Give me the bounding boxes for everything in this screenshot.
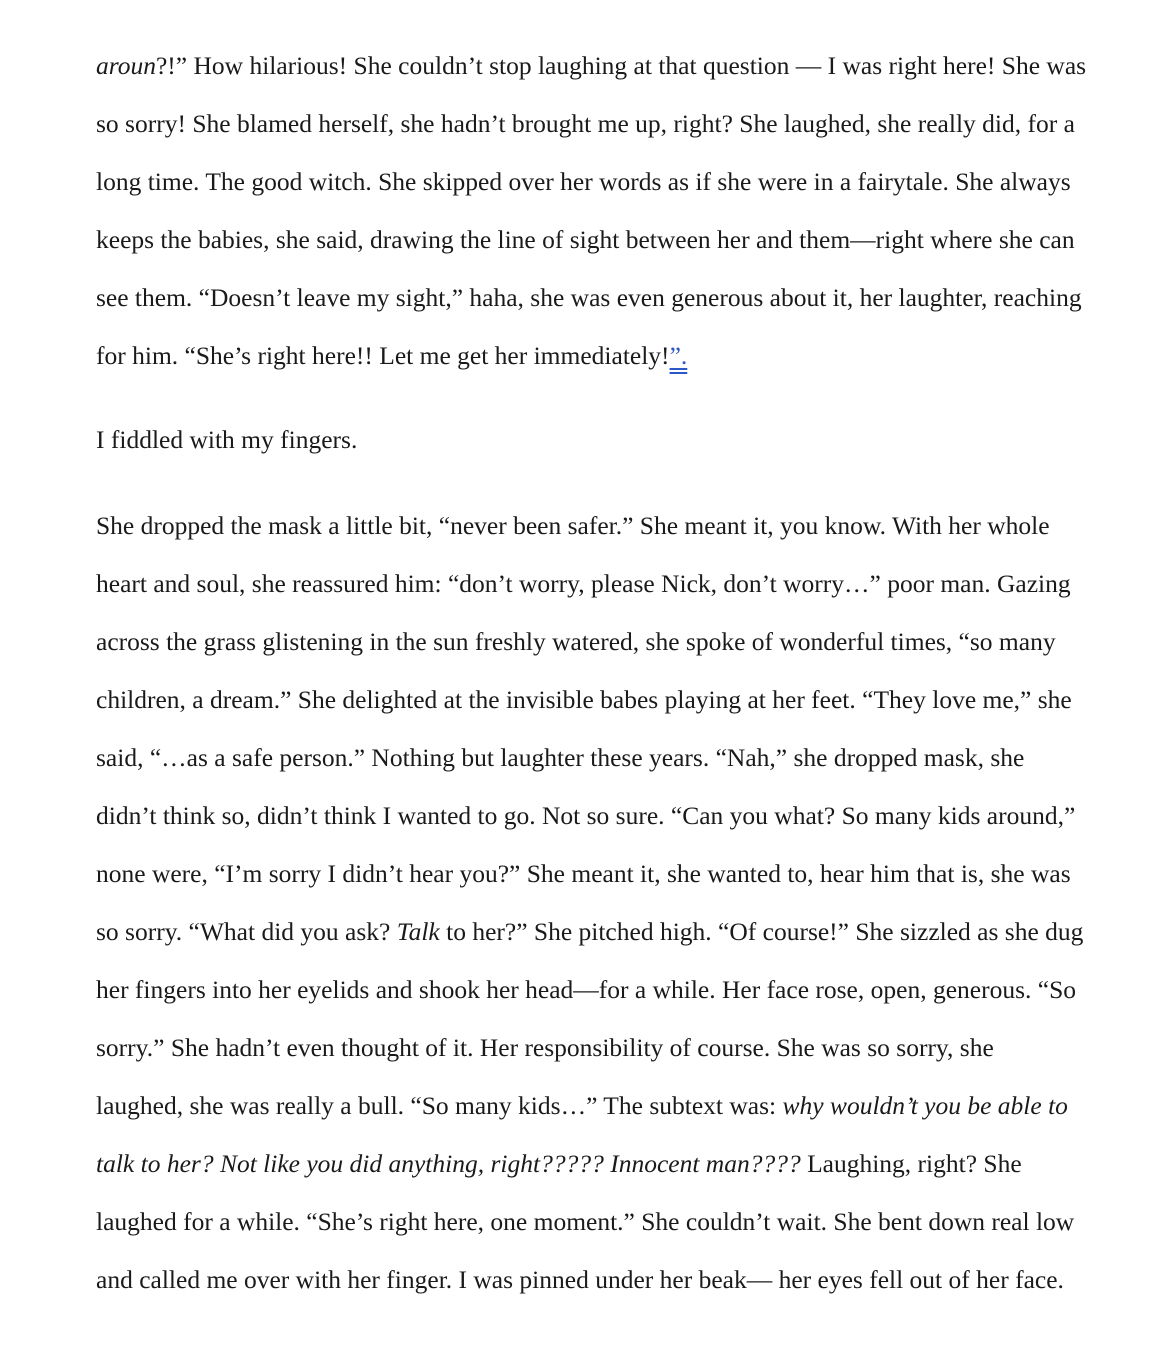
text-run: ?!” How hilarious! She couldn’t stop laughing at that question — I was right here! She was — [155, 51, 1087, 80]
text-run: said, “…as a safe person.” Nothing but laughter these years. “Nah,” she dropped mask, she — [96, 743, 1025, 772]
text-run: didn’t think so, didn’t think I wanted to go. Not so sure. “Can you what? So many kids around,” — [96, 801, 1076, 830]
text-run: her fingers into her eyelids and shook her head—for a while. Her face rose, open, generous. “So — [96, 975, 1076, 1004]
text-run: so sorry. “What did you ask? — [96, 917, 397, 946]
text-run: and called me over with her finger. I was pinned under her beak— her eyes fell out of her face. — [96, 1265, 1064, 1294]
text-run: none were, “I’m sorry I didn’t hear you?” She meant it, she wanted to, hear him that is, she was — [96, 859, 1071, 888]
text-line — [96, 1019, 1086, 1077]
text-line — [96, 1077, 1086, 1135]
text-line — [96, 671, 1086, 729]
text-line — [96, 211, 1086, 269]
text-line — [96, 555, 1086, 613]
text-run: heart and soul, she reassured him: “don’t worry, please Nick, don’t worry…” poor man. Gazing — [96, 569, 1071, 598]
text-run: so sorry! She blamed herself, she hadn’t brought me up, right? She laughed, she really did, for a — [96, 109, 1075, 138]
text-run: children, a dream.” She delighted at the invisible babes playing at her feet. “They love me,” she — [96, 685, 1072, 714]
text-run: She dropped the mask a little bit, “never been safer.” She meant it, you know. With her whole — [96, 511, 1050, 540]
text-run: keeps the babies, she said, drawing the line of sight between her and them—right where she can — [96, 225, 1075, 254]
text-line — [96, 95, 1086, 153]
text-line — [96, 1193, 1086, 1251]
text-line — [96, 269, 1086, 327]
paragraph — [96, 411, 1086, 469]
text-line — [96, 327, 1086, 385]
text-line — [96, 1135, 1086, 1193]
italic-text: Talk — [396, 917, 440, 946]
text-run: sorry.” She hadn’t even thought of it. Her responsibility of course. She was so sorry, she — [96, 1033, 994, 1062]
footnote-reference-link[interactable]: ”. — [669, 341, 688, 370]
text-run: I fiddled with my fingers. — [96, 425, 358, 454]
text-run: to her?” She pitched high. “Of course!” She sizzled as she dug — [439, 917, 1084, 946]
text-line — [96, 411, 1086, 469]
text-run: long time. The good witch. She skipped over her words as if she were in a fairytale. She always — [96, 167, 1071, 196]
text-line — [96, 37, 1086, 95]
text-run: see them. “Doesn’t leave my sight,” haha, she was even generous about it, her laughter, reaching — [96, 283, 1082, 312]
text-line — [96, 613, 1086, 671]
italic-text: aroun — [96, 51, 156, 80]
text-run: laughed, she was really a bull. “So many kids…” The subtext was: — [96, 1091, 783, 1120]
text-line — [96, 845, 1086, 903]
text-line — [96, 903, 1086, 961]
text-line — [96, 497, 1086, 555]
text-run: across the grass glistening in the sun freshly watered, she spoke of wonderful times, “so many — [96, 627, 1056, 656]
text-run: for him. “She’s right here!! Let me get her immediately! — [96, 341, 670, 370]
italic-text: why wouldn’t you be able to — [782, 1091, 1068, 1120]
text-line — [96, 1251, 1086, 1309]
text-line — [96, 729, 1086, 787]
text-line — [96, 961, 1086, 1019]
text-run: Laughing, right? She — [800, 1149, 1022, 1178]
text-line — [96, 787, 1086, 845]
paragraph — [96, 497, 1086, 1309]
italic-text: talk to her? Not like you did anything, right????? Innocent man???? — [96, 1149, 801, 1178]
text-line — [96, 153, 1086, 211]
text-run: laughed for a while. “She’s right here, one moment.” She couldn’t wait. She bent down real low — [96, 1207, 1075, 1236]
paragraph — [96, 37, 1086, 385]
